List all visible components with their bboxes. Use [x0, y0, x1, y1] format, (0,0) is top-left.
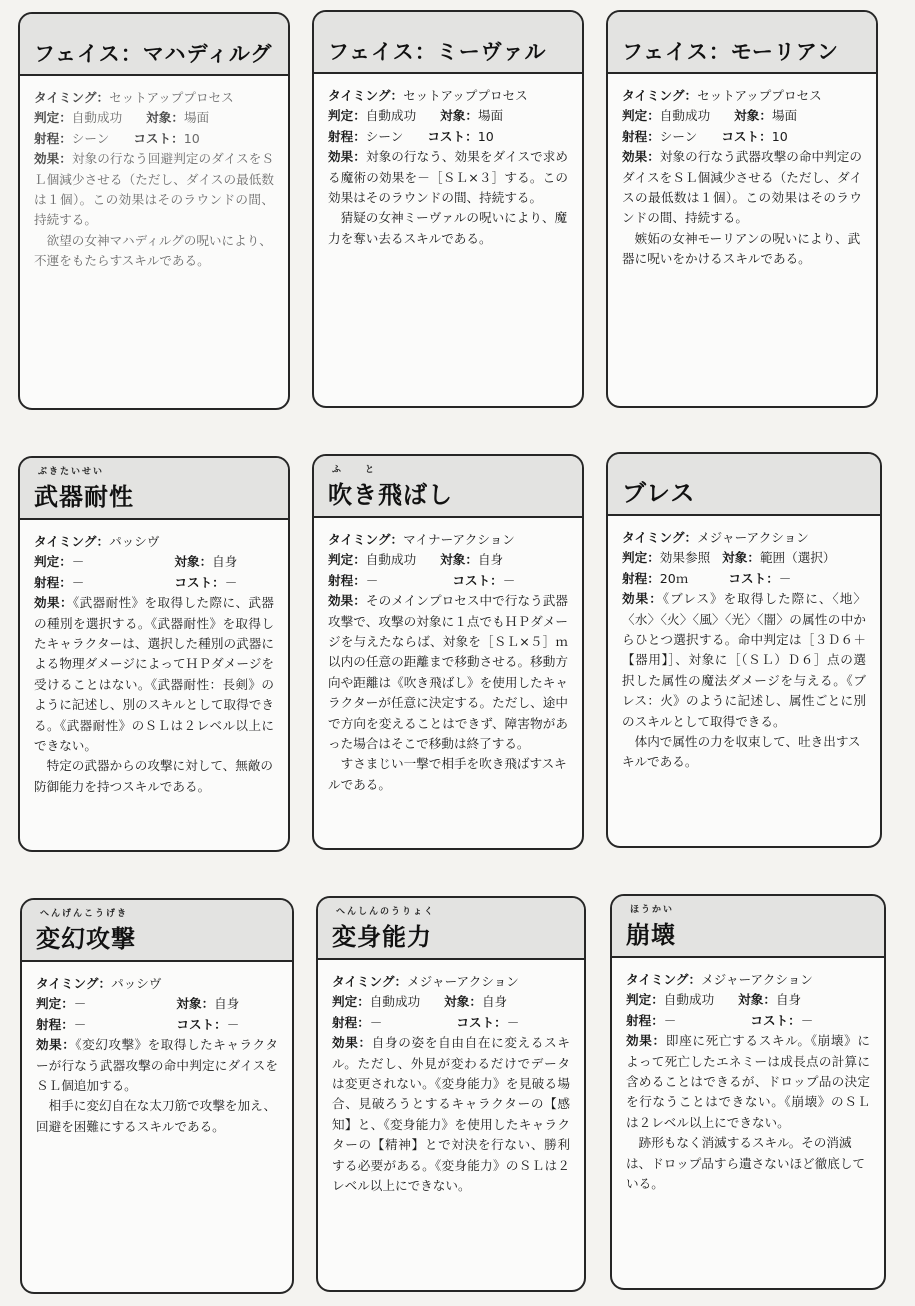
range-value: － — [365, 572, 379, 588]
target-value: 範囲（選択） — [759, 550, 836, 566]
card-body — [20, 520, 288, 807]
card-body — [608, 74, 876, 280]
cost-label: コスト： — [174, 574, 225, 590]
target-value: 自身 — [481, 994, 508, 1010]
judge-label: 判定： — [36, 996, 74, 1012]
effect-label: 効果： — [622, 591, 663, 607]
cost-value: － — [506, 1014, 520, 1030]
range-value: 20ｍ — [659, 570, 689, 586]
card-header — [612, 896, 884, 958]
cost-label: コスト： — [721, 128, 772, 144]
judge-value: － — [71, 554, 85, 570]
card-title: 吹き飛ばし — [328, 481, 453, 509]
range-value: シーン — [365, 128, 404, 144]
timing-label: タイミング： — [34, 534, 110, 549]
cost-label: コスト： — [750, 1012, 801, 1028]
cost-value: － — [800, 1012, 814, 1028]
target-label: 対象： — [440, 108, 478, 124]
timing-label: タイミング： — [332, 974, 408, 989]
effect-label: 効果： — [332, 1035, 372, 1051]
card-ruby: ほうかい — [630, 905, 675, 915]
range-label: 射程： — [622, 128, 660, 144]
card-body — [612, 958, 884, 1204]
timing-value: メジャーアクション — [407, 974, 519, 989]
cost-label: コスト： — [728, 570, 779, 586]
range-label: 射程： — [34, 130, 72, 146]
timing-value: マイナーアクション — [403, 532, 515, 547]
cost-label: コスト： — [176, 1016, 227, 1032]
timing-value: パッシヴ — [111, 976, 162, 991]
judge-value: 自動成功 — [659, 108, 711, 124]
card-body — [20, 76, 288, 282]
card-title: フェイス：モーリアン — [622, 40, 840, 64]
range-value: － — [73, 1016, 87, 1032]
skill-card — [18, 12, 290, 410]
flavor-text: 跡形もなく消滅するスキル。その消滅は、ドロップ品すら遺さないほど徹底している。 — [626, 1135, 866, 1192]
card-title: 変幻攻撃 — [36, 925, 136, 953]
effect-text: 即座に死亡するスキル。《崩壊》によって死亡したエネミーは成長点の計算に含めることはできるが、ドロップ品の決定を行なうことはできない。《崩壊》のＳＬは２レベル以上にできない。 — [626, 1033, 870, 1130]
card-title: フェイス：マハディルグ — [34, 42, 273, 66]
skill-card — [18, 456, 290, 852]
card-title: 崩壊 — [626, 921, 676, 949]
judge-value: 自動成功 — [365, 552, 417, 568]
judge-label: 判定： — [328, 108, 366, 124]
target-label: 対象： — [146, 110, 184, 126]
card-title: フェイス：ミーヴァル — [328, 40, 547, 64]
skill-card — [316, 896, 586, 1292]
card-title: ブレス — [622, 479, 696, 507]
timing-value: セットアッププロセス — [109, 90, 234, 105]
flavor-text: 体内で属性の力を収束して、吐き出すスキルである。 — [622, 734, 861, 770]
timing-label: タイミング： — [622, 530, 698, 545]
effect-text: そのメインプロセス中で行なう武器攻撃で、攻撃の対象に１点でもＨＰダメージを与えたならば、対象を［ＳＬ×５］ｍ以内の任意の距離まで移動させる。移動方向や距離は《吹き飛ばし》を使用したキャラクターが任意に決定する。ただし、途中で方向を変えることはできず、障害物があった場合はそこで移動は終了する。 — [328, 593, 569, 752]
effect-text: 対象の行なう回避判定のダイスをＳＬ個減少させる（ただし、ダイスの最低数は１個）。この効果はそのラウンドの間、持続する。 — [34, 151, 275, 228]
range-label: 射程： — [622, 570, 660, 586]
effect-label: 効果： — [626, 1033, 666, 1049]
card-title: 武器耐性 — [34, 483, 134, 511]
judge-value: 自動成功 — [369, 994, 421, 1010]
timing-label: タイミング： — [328, 532, 404, 547]
range-value: － — [71, 574, 85, 590]
effect-label: 効果： — [34, 151, 72, 167]
flavor-text: 猜疑の女神ミーヴァルの呪いにより、魔力を奪い去るスキルである。 — [328, 210, 568, 246]
card-body — [22, 962, 292, 1147]
cost-value: － — [778, 570, 792, 586]
target-label: 対象： — [174, 554, 213, 570]
skill-card — [312, 454, 584, 850]
judge-label: 判定： — [328, 552, 366, 568]
timing-value: メジャーアクション — [701, 972, 813, 987]
range-label: 射程： — [328, 128, 366, 144]
effect-label: 効果： — [328, 593, 366, 609]
judge-label: 判定： — [332, 994, 370, 1010]
effect-label: 効果： — [622, 149, 660, 165]
skill-card — [606, 10, 878, 408]
timing-value: セットアッププロセス — [403, 88, 528, 103]
effect-text: 自身の姿を自由自在に変えるスキル。ただし、外見が変わるだけでデータは変更されない。《変身能力》を見破る場合、見破ろうとするキャラクターの【感知】と、《変身能力》を使用したキャラクターの【精神】とで対決を行ない、勝利する必要がある。《変身能力》のＳＬは２レベル以上にできない。 — [332, 1035, 571, 1194]
target-label: 対象： — [176, 996, 215, 1012]
cost-value: － — [502, 572, 516, 588]
range-value: シーン — [71, 130, 110, 146]
judge-value: 自動成功 — [71, 110, 123, 126]
target-value: 自身 — [477, 552, 504, 568]
target-value: 場面 — [477, 108, 504, 124]
cost-label: コスト： — [456, 1014, 507, 1030]
range-label: 射程： — [626, 1012, 664, 1028]
judge-value: 自動成功 — [365, 108, 417, 124]
cost-value: － — [226, 1016, 240, 1032]
card-ruby: ふ と — [332, 465, 377, 475]
skill-card — [20, 898, 294, 1294]
card-body — [608, 516, 880, 783]
skill-card — [606, 452, 882, 848]
skill-card — [610, 894, 886, 1290]
timing-label: タイミング： — [626, 972, 702, 987]
range-value: － — [663, 1012, 677, 1028]
timing-label: タイミング： — [34, 90, 110, 105]
flavor-text: 相手に変幻自在な太刀筋で攻撃を加え、回避を困難にするスキルである。 — [36, 1098, 277, 1134]
card-header — [608, 454, 880, 516]
target-value: 場面 — [771, 108, 798, 124]
timing-value: パッシヴ — [109, 534, 160, 549]
range-value: － — [369, 1014, 383, 1030]
card-ruby: へんげんこうげき — [40, 909, 129, 919]
effect-label: 効果： — [328, 149, 366, 165]
range-label: 射程： — [332, 1014, 370, 1030]
judge-label: 判定： — [622, 108, 660, 124]
judge-value: 効果参照 — [659, 550, 711, 566]
range-label: 射程： — [36, 1016, 74, 1032]
target-label: 対象： — [722, 550, 760, 566]
cost-label: コスト： — [427, 128, 478, 144]
range-value: シーン — [659, 128, 698, 144]
target-label: 対象： — [440, 552, 478, 568]
timing-value: メジャーアクション — [697, 530, 809, 545]
judge-label: 判定： — [626, 992, 664, 1008]
effect-label: 効果： — [36, 1037, 76, 1053]
range-label: 射程： — [34, 574, 72, 590]
target-label: 対象： — [444, 994, 482, 1010]
target-value: 場面 — [183, 110, 210, 126]
cost-value: － — [224, 574, 238, 590]
card-body — [314, 74, 582, 259]
cost-label: コスト： — [133, 130, 184, 146]
timing-label: タイミング： — [328, 88, 404, 103]
card-ruby: ぶきたいせい — [38, 467, 105, 477]
card-header — [20, 458, 288, 520]
judge-label: 判定： — [622, 550, 660, 566]
effect-label: 効果： — [34, 595, 73, 611]
flavor-text: 欲望の女神マハディルグの呪いにより、不運をもたらすスキルである。 — [34, 232, 272, 269]
cost-label: コスト： — [452, 572, 503, 588]
target-value: 自身 — [214, 996, 240, 1012]
cost-value: 10 — [771, 128, 788, 144]
target-label: 対象： — [738, 992, 776, 1008]
card-title: 変身能力 — [332, 923, 432, 951]
cost-value: 10 — [477, 128, 494, 144]
card-header — [314, 456, 582, 518]
effect-text: 《変幻攻撃》を取得したキャラクターが行なう武器攻撃の命中判定にダイスをＳＬ個追加する。 — [36, 1037, 278, 1094]
card-header — [314, 12, 582, 74]
judge-value: 自動成功 — [663, 992, 715, 1008]
judge-value: － — [73, 996, 87, 1012]
target-value: 自身 — [775, 992, 802, 1008]
flavor-text: すさまじい一撃で相手を吹き飛ばすスキルである。 — [328, 756, 567, 792]
flavor-text: 特定の武器からの攻撃に対して、無敵の防御能力を持つスキルである。 — [34, 758, 274, 794]
skill-card — [312, 10, 584, 408]
range-label: 射程： — [328, 572, 366, 588]
card-body — [318, 960, 584, 1206]
target-label: 対象： — [734, 108, 772, 124]
effect-text: 対象の行なう武器攻撃の命中判定のダイスをＳＬ個減少させる（ただし、ダイスの最低数は１個）。この効果はそのラウンドの間、持続する。 — [622, 149, 863, 226]
timing-value: セットアッププロセス — [697, 88, 822, 103]
card-ruby: へんしんのうりょく — [336, 907, 436, 917]
flavor-text: 嫉妬の女神モーリアンの呪いにより、武器に呪いをかけるスキルである。 — [622, 230, 861, 267]
card-header — [20, 14, 288, 76]
effect-text: 対象の行なう、効果をダイスで求める魔術の効果を－［ＳＬ×３］する。この効果はそのラウンドの間、持続する。 — [328, 149, 569, 206]
judge-label: 判定： — [34, 554, 72, 570]
effect-text: 《ブレス》を取得した際に、〈地〉〈水〉〈火〉〈風〉〈光〉〈闇〉の属性の中からひとつ選択する。命中判定は［３Ｄ６＋【器用】］、対象に［（ＳＬ）Ｄ６］点の選択した属性の魔法ダメージを与える。《ブレス：火》のように記述し、属性ごとに別のスキルとして取得できる。 — [622, 591, 866, 729]
card-header — [22, 900, 292, 962]
card-body — [314, 518, 582, 805]
target-value: 自身 — [212, 554, 238, 570]
timing-label: タイミング： — [622, 88, 698, 103]
card-header — [318, 898, 584, 960]
card-header — [608, 12, 876, 74]
effect-text: 《武器耐性》を取得した際に、武器の種別を選択する。《武器耐性》を取得したキャラクターは、選択した種別の武器による物理ダメージによってＨＰダメージを受けることはない。《武器耐性：長剣》のように記述し、別のスキルとして取得できる。《武器耐性》のＳＬは２レベル以上にできない。 — [34, 595, 274, 754]
cost-value: 10 — [183, 130, 200, 146]
judge-label: 判定： — [34, 110, 72, 126]
timing-label: タイミング： — [36, 976, 112, 991]
